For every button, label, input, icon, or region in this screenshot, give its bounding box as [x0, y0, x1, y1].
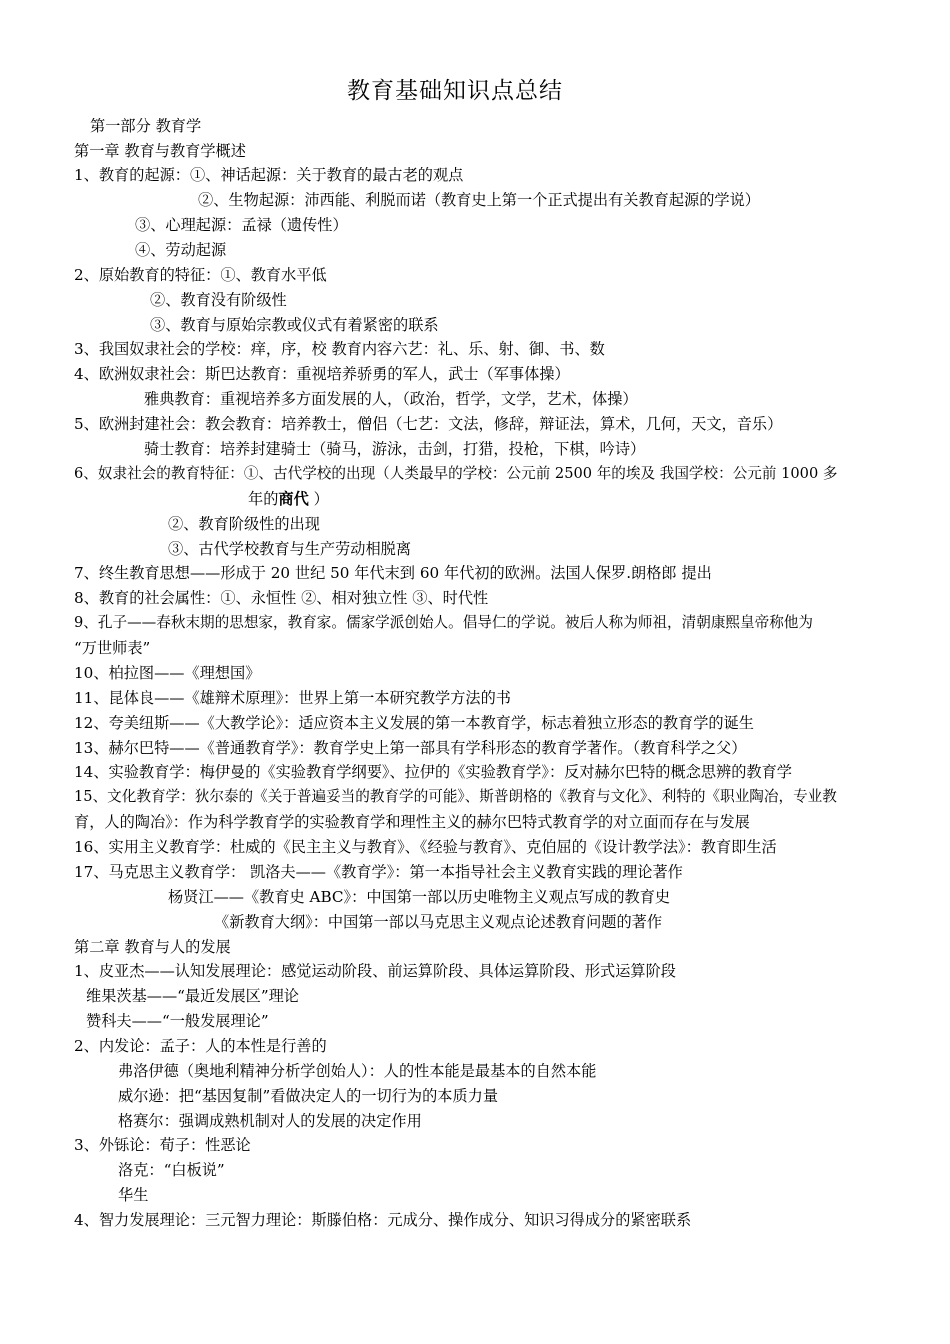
text-line: 9、孔子——春秋末期的思想家，教育家。儒家学派创始人。倡导仁的学说。被后人称为师祖，清朝康熙皇帝称他为 — [74, 614, 813, 631]
text-line: 赞科夫——“一般发展理论” — [86, 1012, 269, 1030]
text-line: ④、劳动起源 — [135, 241, 227, 259]
text-line: 2、内发论：孟子：人的本性是行善的 — [74, 1037, 327, 1055]
text-line — [248, 488, 329, 510]
text-line: 《新教育大纲》：中国第一部以马克思主义观点论述教育问题的著作 — [214, 913, 663, 931]
text-line: 11、昆体良——《雄辩术原理》：世界上第一本研究教学方法的书 — [74, 689, 511, 707]
text-line: 16、实用主义教育学：杜威的《民主主义与教育》、《经验与教育》、克伯屈的《设计教学法》：教育即生活 — [74, 838, 777, 856]
text-line: 3、我国奴隶社会的学校：痒，序，校 教育内容六艺：礼、乐、射、御、书、数 — [74, 340, 605, 358]
text-fragment: ） — [308, 490, 329, 508]
text-line: 5、欧洲封建社会：教会教育：培养教士，僧侣（七艺：文法，修辞，辩证法，算术，几何，天文，音乐） — [74, 415, 783, 433]
text-line: 弗洛伊德（奥地利精神分析学创始人）：人的性本能是最基本的自然本能 — [118, 1062, 597, 1080]
text-line: 13、赫尔巴特——《普通教育学》：教育学史上第一部具有学科形态的教育学著作。（教育科学之父） — [74, 739, 747, 757]
document-title: 教育基础知识点总结 — [347, 78, 563, 104]
text-line: 4、欧洲奴隶社会：斯巴达教育：重视培养骄勇的军人，武士（军事体操） — [74, 365, 570, 383]
text-line: 维果茨基——“最近发展区”理论 — [86, 987, 299, 1005]
text-fragment: 年的 — [248, 490, 279, 508]
text-line: ③、心理起源：孟禄（遗传性） — [135, 216, 348, 234]
bold-term: 商代 — [278, 490, 309, 508]
text-line: 杨贤江——《教育史 ABC》：中国第一部以历史唯物主义观点写成的教育史 — [168, 888, 671, 906]
text-line: 洛克：“白板说” — [118, 1161, 225, 1179]
text-line: 华生 — [118, 1186, 149, 1204]
part-heading: 第一部分 教育学 — [90, 117, 202, 135]
text-line: 育，人的陶冶》：作为科学教育学的实验教育学和理性主义的赫尔巴特式教育学的对立面而存在与发展 — [74, 813, 750, 831]
text-line: ③、古代学校教育与生产劳动相脱离 — [168, 540, 411, 558]
text-line: 1、教育的起源：①、神话起源：关于教育的最古老的观点 — [74, 166, 464, 184]
text-line: 2、原始教育的特征：①、教育水平低 — [74, 266, 327, 284]
text-line: 10、柏拉图——《理想国》 — [74, 664, 261, 682]
text-line: ②、生物起源：沛西能、利脱而诺（教育史上第一个正式提出有关教育起源的学说） — [198, 191, 760, 209]
text-line: ③、教育与原始宗教或仪式有着紧密的联系 — [150, 316, 439, 334]
text-line: 4、智力发展理论：三元智力理论：斯滕伯格：元成分、操作成分、知识习得成分的紧密联系 — [74, 1211, 692, 1229]
text-line: 格赛尔：强调成熟机制对人的发展的决定作用 — [118, 1112, 422, 1130]
text-line: 雅典教育：重视培养多方面发展的人，（政治，哲学，文学，艺术，体操） — [144, 390, 638, 408]
text-line: 骑士教育：培养封建骑士（骑马，游泳，击剑，打猎，投枪，下棋，吟诗） — [144, 440, 646, 458]
chapter-1-heading: 第一章 教育与教育学概述 — [74, 142, 246, 160]
chapter-2-heading: 第二章 教育与人的发展 — [74, 938, 231, 956]
text-line: 6、奴隶社会的教育特征：①、古代学校的出现（人类最早的学校：公元前 2500 年的埃及 我国学校：公元前 1000 多 — [74, 465, 838, 482]
text-line: 15、文化教育学：狄尔泰的《关于普遍妥当的教育学的可能》、斯普朗格的《教育与文化》、利特的《职业陶冶，专业教 — [74, 788, 837, 805]
text-line: 威尔逊：把“基因复制”看做决定人的一切行为的本质力量 — [118, 1087, 499, 1105]
text-line: 3、外铄论：荀子：性恶论 — [74, 1136, 251, 1154]
text-line: ②、教育阶级性的出现 — [168, 515, 320, 533]
text-line: 8、教育的社会属性：①、永恒性 ②、相对独立性 ③、时代性 — [74, 589, 489, 607]
text-line: 7、终生教育思想——形成于 20 世纪 50 年代末到 60 年代初的欧洲。法国人保罗.朗格郎 提出 — [74, 564, 712, 582]
text-line: 17、马克思主义教育学： 凯洛夫——《教育学》：第一本指导社会主义教育实践的理论著作 — [74, 863, 683, 881]
text-line: ②、教育没有阶级性 — [150, 291, 287, 309]
text-line: “万世师表” — [74, 639, 151, 657]
text-line: 14、实验教育学：梅伊曼的《实验教育学纲要》、拉伊的《实验教育学》：反对赫尔巴特的概念思辨的教育学 — [74, 763, 792, 781]
text-line: 12、夸美纽斯——《大教学论》：适应资本主义发展的第一本教育学，标志着独立形态的教育学的诞生 — [74, 714, 754, 732]
text-line: 1、皮亚杰——认知发展理论：感觉运动阶段、前运算阶段、具体运算阶段、形式运算阶段 — [74, 962, 676, 980]
